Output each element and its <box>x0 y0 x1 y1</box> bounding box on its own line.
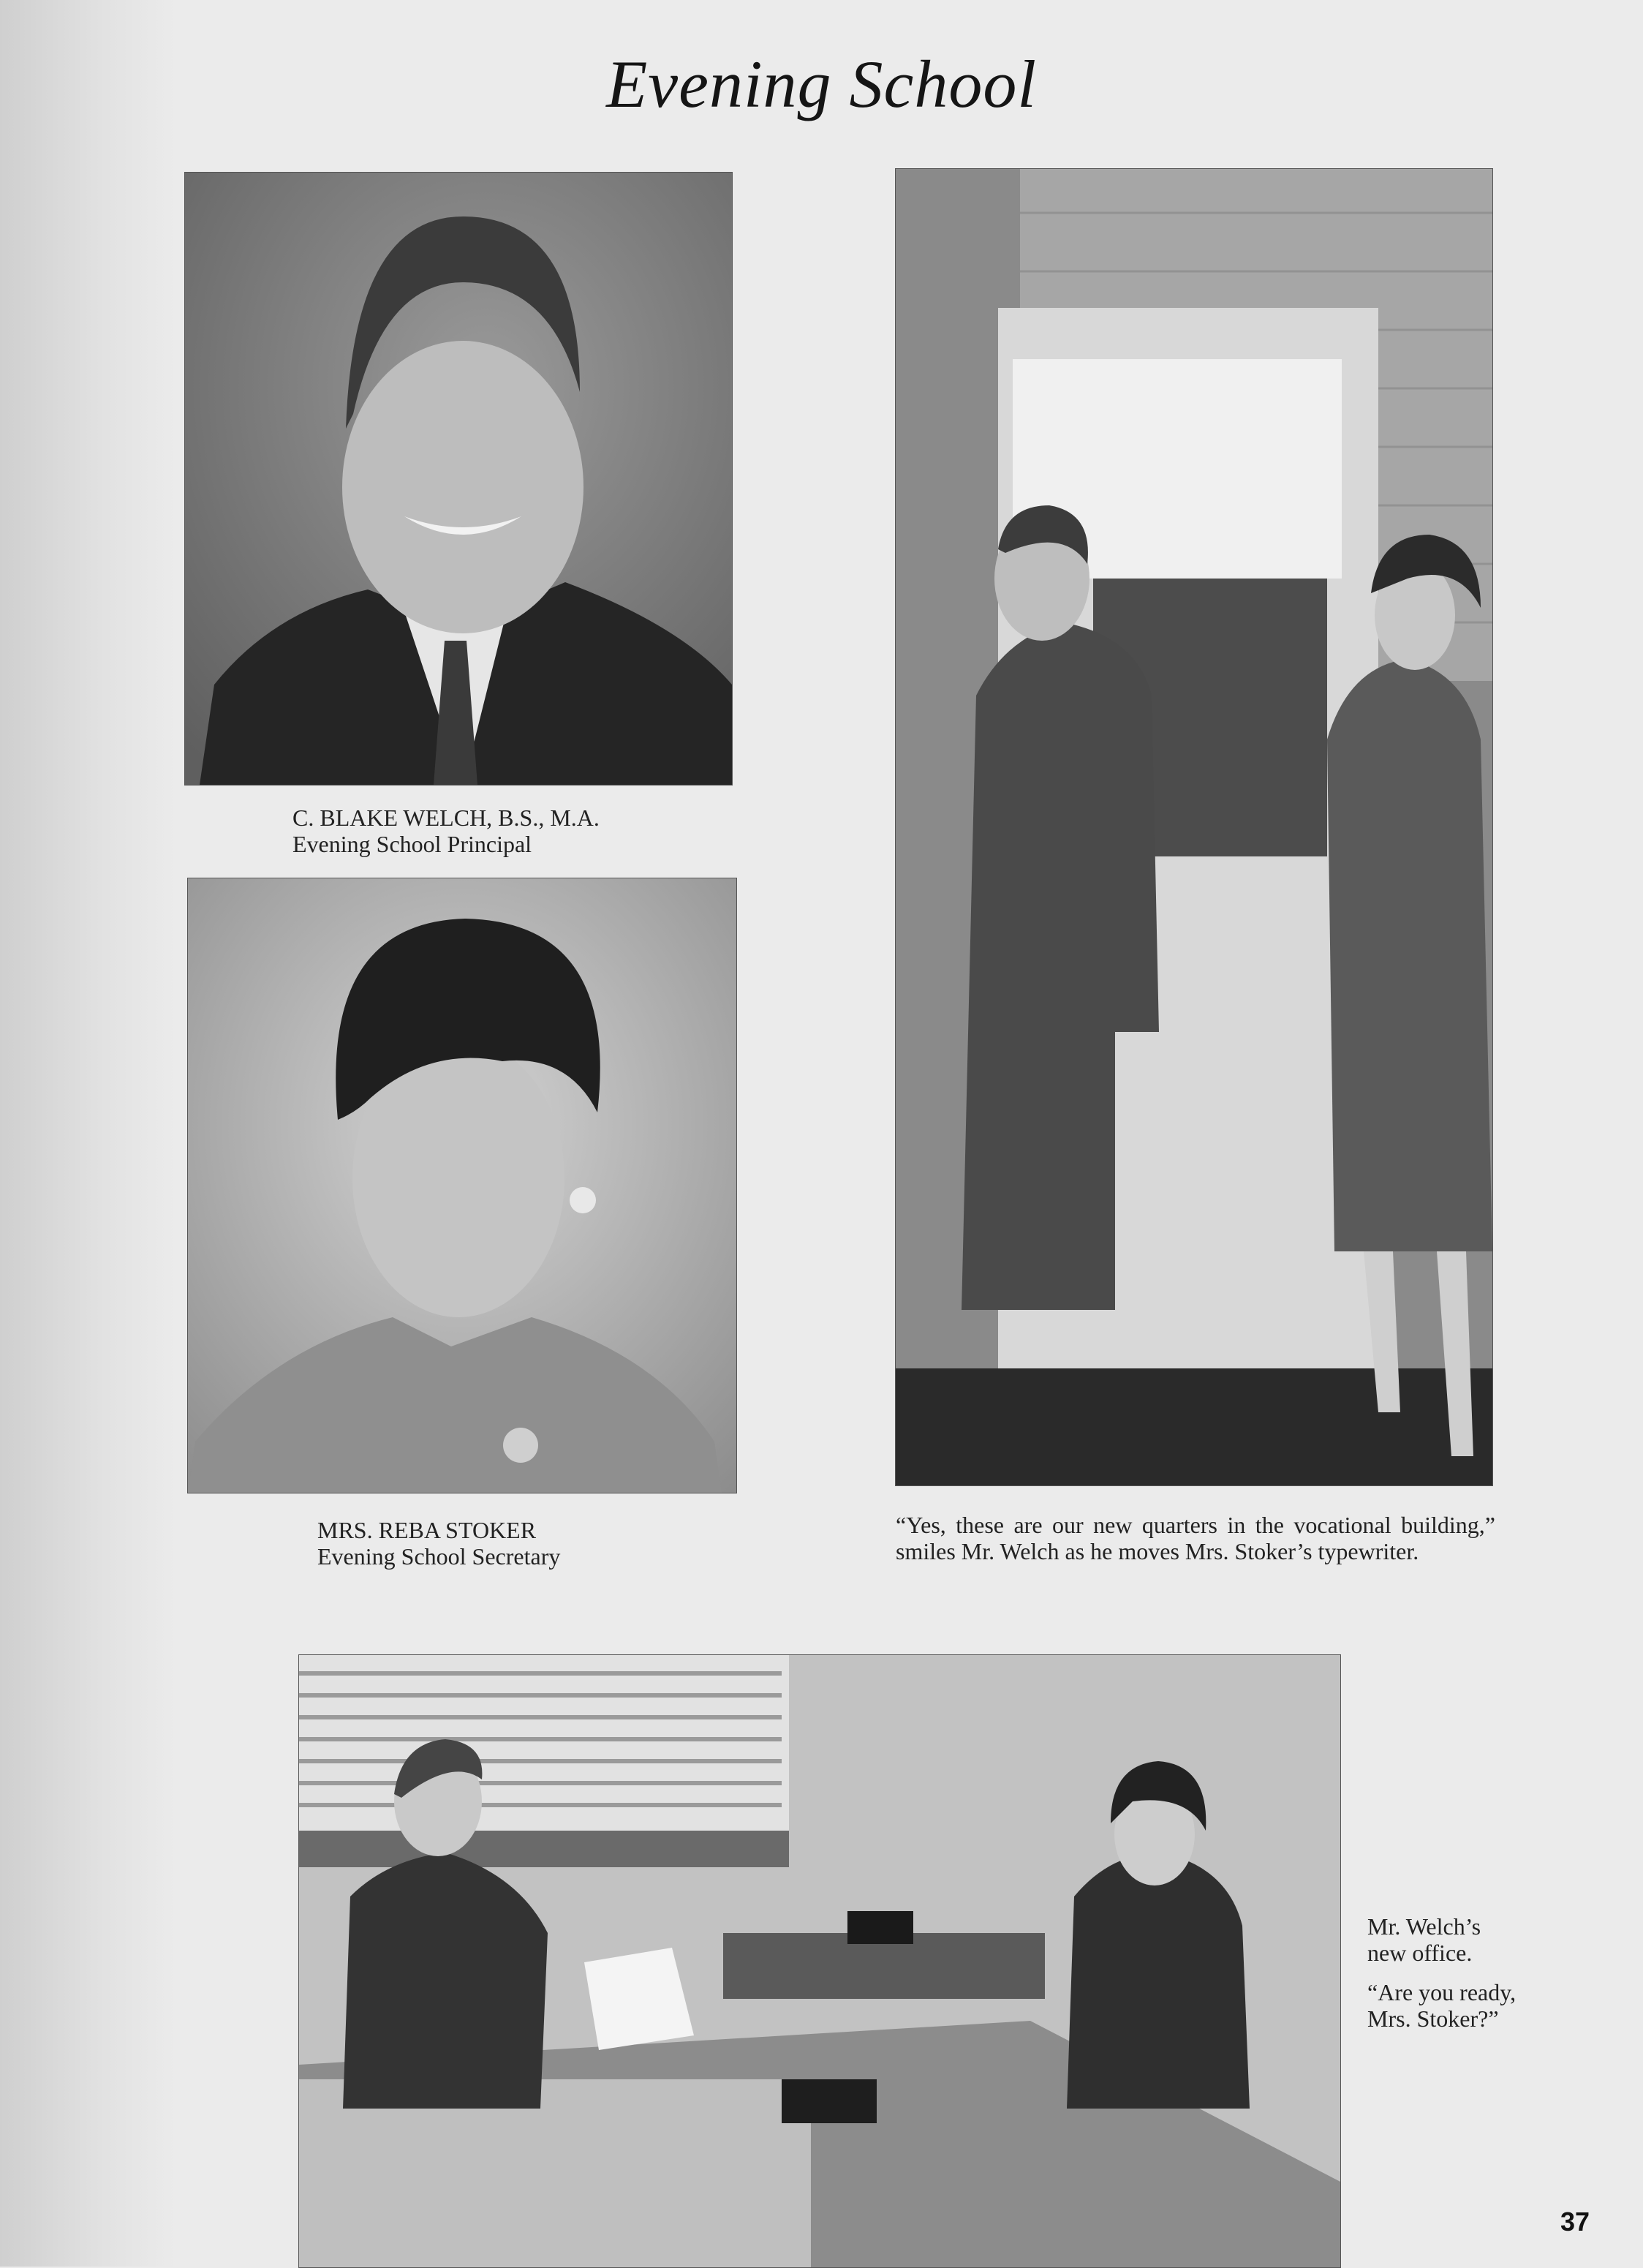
principal-portrait-photo <box>184 172 733 785</box>
new-office-photo <box>298 1654 1341 2268</box>
office-caption-line4: Mrs. Stoker?” <box>1367 2005 1499 2032</box>
secretary-name: MRS. REBA STOKER <box>317 1517 537 1543</box>
quarters-caption <box>896 1512 1495 1564</box>
principal-name: C. BLAKE WELCH, B.S., M.A. <box>292 805 600 831</box>
secretary-portrait-photo <box>187 878 737 1493</box>
secretary-role: Evening School Secretary <box>317 1543 561 1570</box>
office-caption-line1: Mr. Welch’s <box>1367 1913 1481 1940</box>
principal-role: Evening School Principal <box>292 831 532 857</box>
office-caption <box>1367 1913 1516 2032</box>
secretary-caption <box>317 1517 560 1570</box>
page-binding-shadow <box>0 0 175 2267</box>
principal-caption <box>292 805 600 857</box>
quarters-caption-text: “Yes, these are our new quarters in the vocational building,” smiles Mr. Welch as he moves Mrs. Stoker’s typewriter. <box>896 1512 1495 1564</box>
office-caption-line2: new office. <box>1367 1940 1473 1966</box>
office-caption-line3: “Are you ready, <box>1367 1979 1517 2005</box>
page-number: 37 <box>1560 2207 1590 2237</box>
page-title: Evening School <box>606 47 1037 121</box>
new-quarters-photo <box>895 168 1493 1486</box>
